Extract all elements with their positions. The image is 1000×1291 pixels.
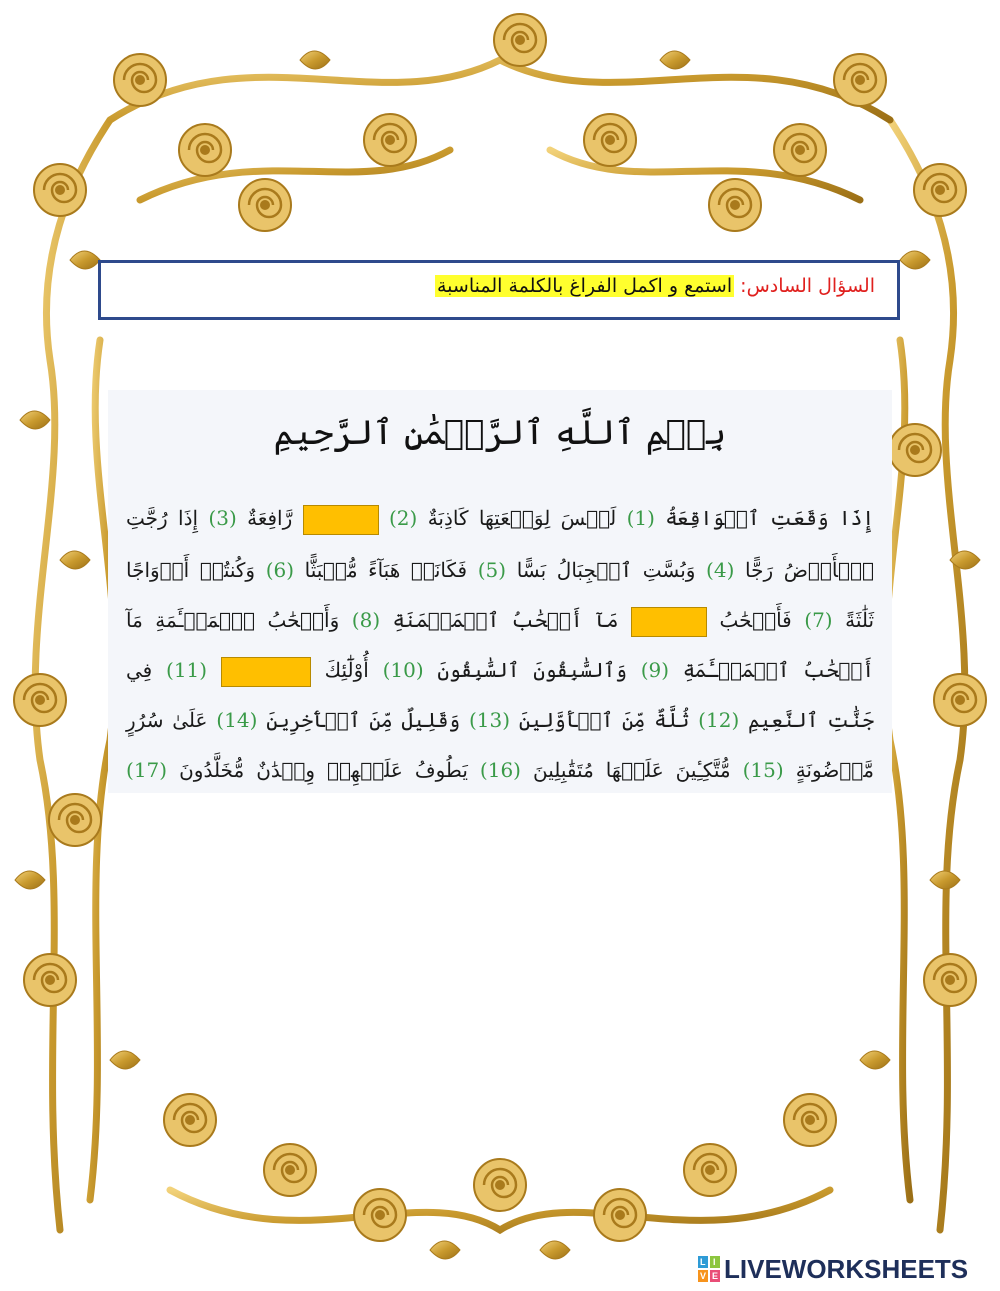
verse-line-2	[126, 552, 874, 588]
verse-text: لَيۡسَ لِوَقۡعَتِهَا كَاذِبَةٌ	[427, 506, 617, 530]
verse-number: (6)	[265, 558, 295, 582]
verse-number: (14)	[216, 708, 258, 732]
verse-text: مُّتَّكِـِٔينَ عَلَيۡهَا مُتَقَٰبِلِينَ	[533, 758, 731, 782]
verse-number: (8)	[351, 608, 381, 632]
verse-line-6	[126, 752, 874, 788]
verse-text: ثُلَّةٌ مِّنَ ٱلۡأَوَّلِينَ	[518, 708, 690, 732]
verse-text: إِذَا رُجَّتِ	[126, 506, 199, 530]
verse-number: (2)	[388, 506, 418, 530]
verse-line-4	[126, 652, 874, 688]
svg-text:E: E	[712, 1271, 719, 1281]
verse-number: (13)	[468, 708, 511, 732]
verse-text: فَأَصۡحَٰبُ	[719, 608, 792, 632]
verse-line-5	[126, 702, 874, 738]
svg-text:L: L	[700, 1257, 706, 1267]
blank-answer-3[interactable]	[221, 657, 311, 687]
verse-text: جَنَّٰتِ ٱلنَّعِيمِ	[748, 708, 875, 732]
verse-number: (7)	[804, 608, 833, 632]
verse-text: إِذَا وَقَعَتِ ٱلۡوَاقِعَةُ	[665, 506, 875, 530]
question-line	[435, 275, 875, 297]
verse-number: (11)	[166, 658, 208, 682]
question-box	[98, 260, 900, 320]
liveworksheets-logo-icon	[698, 1256, 720, 1282]
svg-text:V: V	[700, 1271, 707, 1281]
liveworksheets-logo[interactable]	[698, 1254, 994, 1284]
blank-answer-2[interactable]	[631, 607, 707, 637]
verse-number: (16)	[479, 758, 521, 782]
verse-text: وَقَلِيلٌ مِّنَ ٱلۡأٓخِرِينَ	[266, 708, 461, 732]
question-instruction: استمع و اكمل الفراغ بالكلمة المناسبة	[437, 275, 733, 297]
verse-text: يَطُوفُ عَلَيۡهِمۡ وِلۡدَٰنٌ مُّخَلَّدُونَ	[179, 758, 468, 782]
verse-text: وَأَصۡحَٰبُ ٱلۡمَشۡـَٔمَةِ مَآ	[126, 608, 340, 632]
verse-text: أُوْلَٰٓئِكَ	[324, 658, 369, 682]
question-label: السؤال السادس:	[740, 275, 875, 297]
verse-number: (5)	[477, 558, 507, 582]
verse-number: (15)	[742, 758, 784, 782]
verse-number: (4)	[706, 558, 735, 582]
svg-text:I: I	[713, 1257, 716, 1267]
verse-text: وَٱلسَّٰبِقُونَ ٱلسَّٰبِقُونَ	[437, 658, 627, 682]
verse-text: وَبُسَّتِ ٱلۡجِبَالُ بَسًّا	[516, 558, 696, 582]
verse-number: (3)	[208, 506, 237, 530]
verse-line-3	[126, 602, 874, 638]
basmala: بِسۡمِ ٱللَّهِ ٱلرَّحۡمَٰنِ ٱلرَّحِيمِ	[273, 413, 727, 453]
verse-number: (1)	[626, 506, 655, 530]
verse-text: مَآ أَصۡحَٰبُ ٱلۡمَيۡمَنَةِ	[392, 608, 619, 632]
verse-number: (10)	[382, 658, 424, 682]
verse-text: وَكُنتُمۡ أَزۡوَاجًا	[126, 558, 256, 582]
verse-line-1	[126, 500, 874, 536]
verse-text: ثَلَٰثَةً	[845, 608, 875, 632]
verse-text: أَصۡحَٰبُ ٱلۡمَشۡـَٔمَةِ	[682, 658, 875, 682]
verse-text: فَكَانَتۡ هَبَآءً مُّنۢبَثًّا	[304, 558, 468, 582]
verse-text: مَّوۡضُونَةٍ	[795, 758, 875, 782]
blank-answer-1[interactable]	[303, 505, 379, 535]
verse-number: (12)	[698, 708, 740, 732]
verse-text: ٱلۡأَرۡضُ رَجًّا	[745, 558, 875, 582]
verse-panel	[108, 390, 892, 793]
liveworksheets-brand: LIVEWORKSHEETS	[724, 1254, 969, 1284]
verse-number: (9)	[640, 658, 670, 682]
verse-text: فِي	[126, 658, 153, 682]
verse-number: (17)	[126, 758, 168, 782]
verse-text: رَّافِعَةٌ	[247, 506, 293, 530]
verse-text: عَلَىٰ سُرُرٍ	[126, 708, 208, 732]
